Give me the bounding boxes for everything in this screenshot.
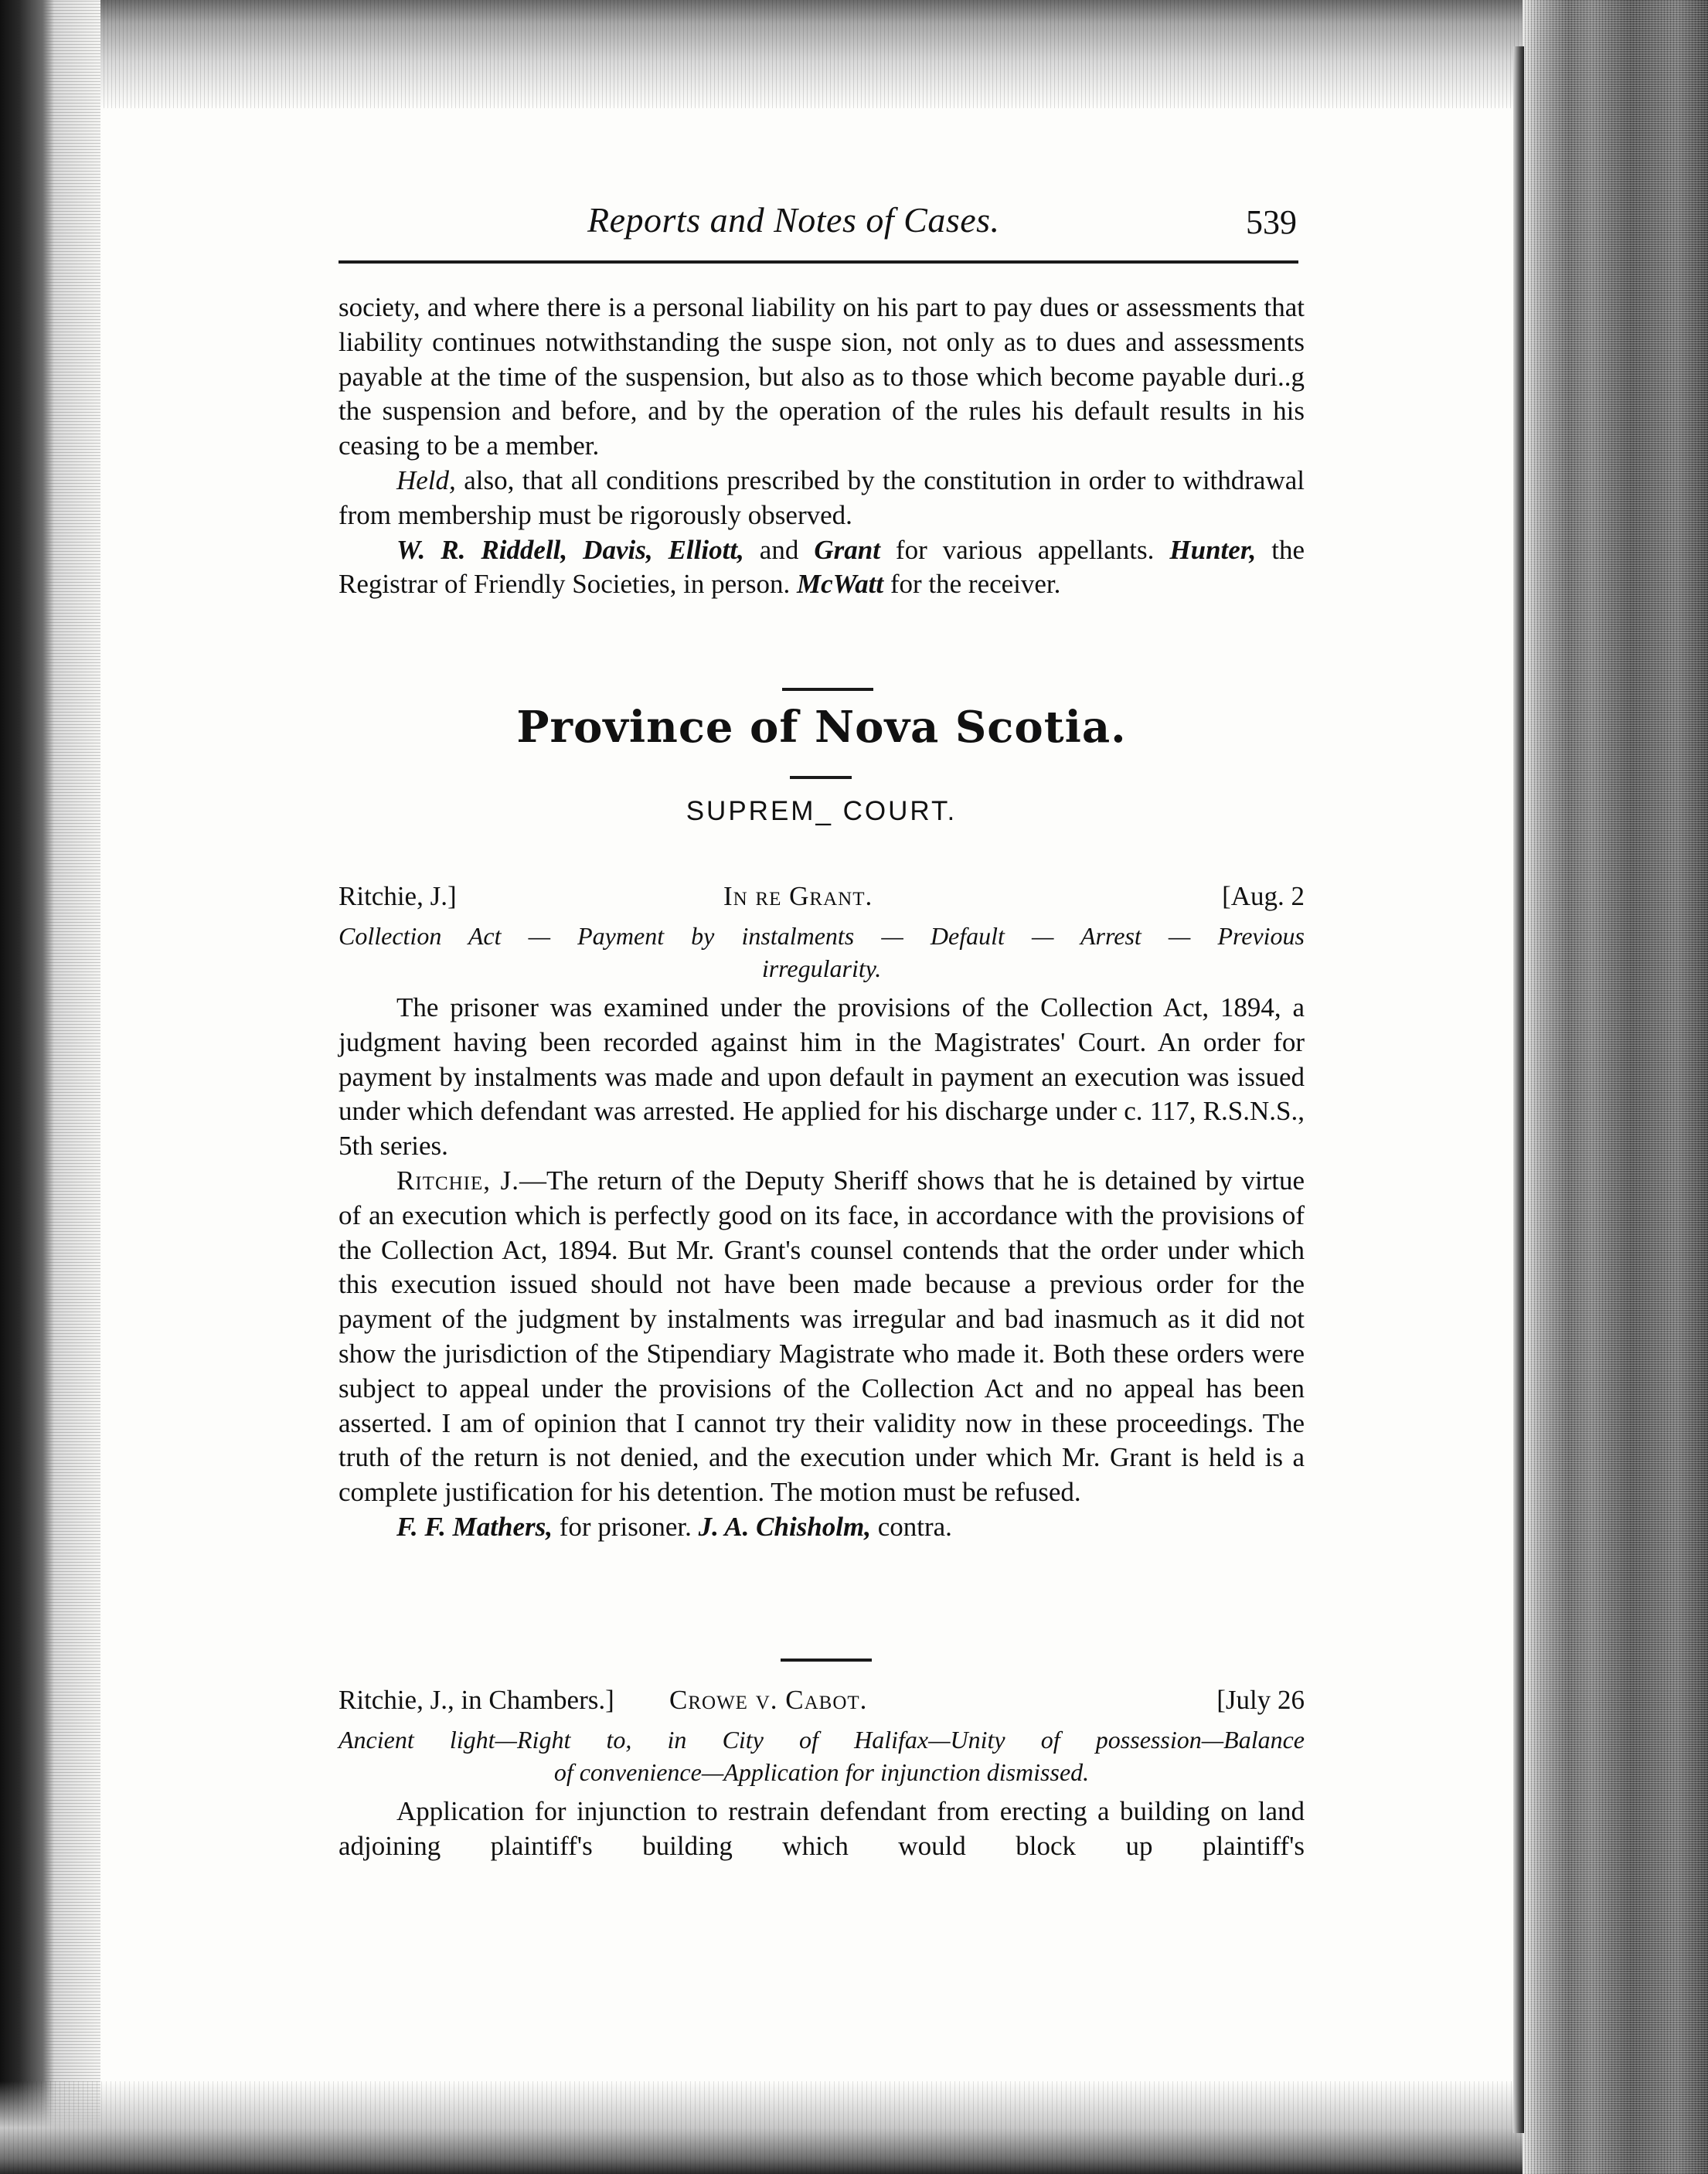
case-title: In re Grant. [723, 881, 873, 911]
held-paragraph [339, 464, 1305, 533]
page-number: 539 [1246, 203, 1297, 241]
counsel-text: for the receiver. [883, 569, 1061, 600]
judgment-text: —The return of the Deputy Sheriff shows that he is detained by virtue of an execution which is perfectly good on its face, in accordance with the provisions of the Collection Act, 1894. But Mr. Grant's counsel contends that the order under which this execution issued should not have been made because a previous order for the payment of the judgment by instalments was irregular and bad inasmuch as it did not show the jurisdiction of the Stipendiary Magistrate who made it. Both these orders were subject to appeal under the provisions of the Collection Act and no appeal has been asserted. I am of opinion that I cannot try their validity now in these proceedings. The truth of the return is not denied, and the execution under which Mr. Grant is held is a complete justification for his detention. The motion must be refused. [339, 1165, 1305, 1508]
judge-lead: Ritchie, J. [396, 1165, 520, 1196]
catchwords [339, 920, 1305, 985]
counsel-name: Grant [814, 534, 880, 565]
case-body [339, 991, 1305, 1545]
catchwords-line: of convenience—Application for injunction dismissed. [553, 1758, 1090, 1786]
counsel-connector: and [743, 534, 815, 565]
facts-paragraph: The prisoner was examined under the provisions of the Collection Act, 1894, a judgment having been recorded against him in the Magistrates' Court. An order for payment by instalments was made and upon default in payment an execution was issued under which defendant was arrested. He applied for his discharge under c. 117, R.S.N.S., 5th series. [339, 992, 1305, 1162]
header-rule [339, 260, 1298, 264]
case-judge: Ritchie, J., in Chambers.] [339, 1685, 614, 1715]
catchwords-line: Ancient light—Right to, in City of Halifax—Unity of possession—Balance [339, 1726, 1305, 1754]
court-heading: SUPREM_ COURT. [686, 796, 958, 826]
counsel-text: for prisoner. [553, 1511, 699, 1542]
counsel-text: for various appellants. [880, 534, 1170, 565]
case-judge: Ritchie, J.] [339, 881, 457, 911]
case-date: [Aug. 2 [1222, 881, 1305, 911]
case-title: Crowe v. Cabot. [669, 1685, 868, 1715]
province-heading: Province of Nova Scotia. [516, 702, 1127, 753]
continuation-block [339, 291, 1305, 602]
facts-paragraph: Application for injunction to restrain defendant from erecting a building on land adjoining plaintiff's building which would block up plaintiff's [339, 1796, 1305, 1861]
counsel-name: W. R. Riddell, [396, 534, 568, 565]
case-heading [339, 1685, 1305, 1720]
catchwords-line: irregularity. [761, 954, 882, 982]
continuation-paragraph: society, and where there is a personal liability on his part to pay dues or assessments that liability continues notwithstanding the suspe sion, not only as to dues and assessments payable at the time of the suspension, but also as to those which become payable duri..g the suspension and before, and by the operation of the rules his default results in his ceasing to be a member. [339, 292, 1305, 461]
counsel-name: F. F. Mathers, [396, 1511, 553, 1542]
running-title: Reports and Notes of Cases. [587, 200, 1000, 240]
counsel-name: Davis, [583, 534, 653, 565]
counsel-paragraph [339, 1510, 1305, 1545]
counsel-text: contra. [870, 1511, 952, 1542]
counsel-name: Elliott, [668, 534, 744, 565]
case-body [339, 1795, 1305, 1864]
held-lead: Held, [396, 464, 456, 495]
case-date: [July 26 [1216, 1685, 1305, 1715]
held-text: also, that all conditions prescribed by the constitution in order to withdrawal from membership must be rigorously observed. [339, 464, 1305, 530]
counsel-name: J. A. Chisholm, [698, 1511, 871, 1542]
case-heading [339, 881, 1305, 917]
catchwords-line: Collection Act — Payment by instalments — Default — Arrest — Previous [339, 922, 1305, 950]
section-divider [781, 1659, 872, 1662]
section-divider [782, 688, 873, 691]
section-divider [790, 776, 852, 779]
catchwords [339, 1723, 1305, 1788]
counsel-name: Hunter, [1169, 534, 1257, 565]
counsel-text: the Registrar of Friendly Societies, in person. [339, 534, 1305, 600]
counsel-name: McWatt [796, 569, 884, 600]
counsel-paragraph [339, 533, 1305, 603]
judgment-paragraph [339, 1164, 1305, 1510]
